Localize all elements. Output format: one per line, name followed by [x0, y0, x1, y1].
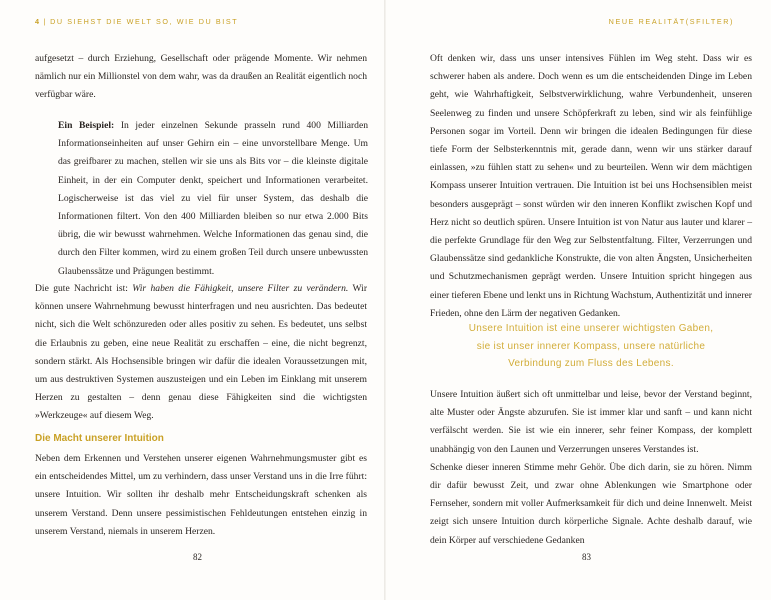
- example-text: In jeder einzelnen Sekunde prasseln rund 400 Milliarden Informationseinheiten auf unser Gehirn ein – eine unvorstellbare Menge. Um das greifbarer zu machen, stellen wir sie uns als Bits vor – die kleinste digitale Einheit, in der ein Computer denkt, speichert und Informationen verarbeitet. Logischerweise ist das viel zu viel für unser System, das deshalb die Informationen filtert. Von den 400 Milliarden bleiben so nur etwa 2.000 Bits übrig, die wir bewusst wahrnehmen. Welche Informationen das genau sind, die durch den Filter kommen, wird zu einem großen Teil durch unsere unbewussten Glaubenssätze und Prägungen bestimmt.: [58, 120, 368, 277]
- body-block: [430, 386, 752, 550]
- chapter-number: 4: [35, 17, 41, 26]
- running-head-separator: |: [43, 17, 48, 26]
- right-page: [386, 0, 771, 600]
- body-paragraph: Schenke dieser inneren Stimme mehr Gehör. Übe dich darin, sie zu hören. Nimm dir dafür bewusst Zeit, und zwar ohne Ablenkungen wie Smartphone oder Fernseher, sondern mit voller Aufmerksamkeit für dich und deine Innenwelt. Meist zeigt sich unsere Intuition durch körperliche Signale. Achte deshalb darauf, wie dein Körper auf verschiedene Gedanken: [430, 461, 752, 546]
- pull-quote: [430, 320, 752, 373]
- section-subheading: Die Macht unserer Intuition: [35, 433, 164, 444]
- left-page: [0, 0, 385, 600]
- example-label: Ein Beispiel:: [58, 120, 115, 131]
- body-paragraph: Neben dem Erkennen und Verstehen unserer eigenen Wahrnehmungsmuster gibt es ein entscheidendes Mittel, um zu verhindern, dass unser Verstand uns in die Irre führt: unsere Intuition. Wir sollten ihr deshalb mehr Entscheidungskraft schenken als unserem Verstand. Denn unsere pessimistischen Fehldeutungen entstehen einzig in unserem Verstand, niemals in unserem Herzen.: [35, 453, 367, 537]
- example-box: [58, 117, 368, 281]
- body-paragraph: [35, 280, 367, 426]
- chapter-title: DU SIEHST DIE WELT SO, WIE DU BIST: [50, 17, 239, 26]
- paragraph-lead: Die gute Nachricht ist:: [35, 283, 133, 294]
- paragraph-rest: Wir können unsere Wahrnehmung bewusst hinterfragen und neu ausrichten. Das bedeutet nicht, sich die Welt schönzureden oder alles positiv zu sehen. Es bedeutet, uns selbst die Erlaubnis zu geben, eine neue Realität zu erschaffen – eine, die nicht begrenzt, sondern stärkt. Als Hochsensible bringen wir dafür die idealen Voraussetzungen mit, um aus destruktiven Systemen auszusteigen und ein Leben im Einklang mit unserem Herzen zu gestalten – denn genau diese Fähigkeiten sind die wichtigsten »Werkzeuge« auf diesem Weg.: [35, 283, 368, 422]
- pull-quote-line: Unsere Intuition ist eine unserer wichtigsten Gaben,: [468, 323, 714, 334]
- body-paragraph: aufgesetzt – durch Erziehung, Gesellschaft oder prägende Momente. Wir nehmen nämlich nur ein Millionstel von dem wahr, was da draußen an Realität eigentlich noch verfügbar wäre.: [35, 53, 367, 101]
- paragraph-emphasis: Wir haben die Fähigkeit, unsere Filter zu verändern.: [132, 283, 349, 294]
- body-paragraph: Unsere Intuition äußert sich oft unmittelbar und leise, bevor der Verstand beginnt, alte Muster oder Ängste abzurufen. Sie ist immer klar und sanft – und kann nicht verfälscht werden. Sie ist wie ein innerer, sehr feiner Kompass, der komplett unabhängig von den Launen und Verzerrungen unseres Verstandes ist.: [430, 389, 752, 455]
- pull-quote-line: Verbindung zum Fluss des Lebens.: [508, 358, 674, 369]
- page-number: 82: [193, 552, 202, 562]
- running-head-right: NEUE REALITÄT(SFILTER): [608, 17, 734, 26]
- running-head-left: [35, 17, 238, 26]
- page-number: 83: [582, 552, 591, 562]
- pull-quote-line: sie ist unser innerer Kompass, unsere natürliche: [476, 340, 706, 352]
- body-paragraph: Oft denken wir, dass uns unser intensives Fühlen im Weg steht. Dass wir es schwerer haben als andere. Doch wenn es um die entscheidenden Dinge im Leben geht, wie Wahrhaftigkeit, Selbstverwirklichung, wahre Verbundenheit, unseren Seelenweg zu finden und unsere Schöpferkraft zu leben, sind wir als feinfühlige Personen sogar im Vorteil. Denn wir bringen die idealen Bedingungen für diese tiefe Form der Selbsterkenntnis mit, gerade dann, wenn wir uns stärker darauf einlassen, »zu fühlen statt zu sehen« und zu beurteilen. Wenn wir dem mächtigen Kompass unserer Intuition vertrauen. Die Intuition ist bei uns Hochsensiblen meist besonders ausgeprägt – sonst würden wir den inneren Konflikt zwischen Kopf und Herz nicht so deutlich spüren. Unsere Intuition ist von Natur aus lauter und klarer – die perfekte Grundlage für den Weg zur Selbstentfaltung. Filter, Verzerrungen und Glaubenssätze sind gedankliche Konstrukte, die von alten Ängsten, Unsicherheiten und Schutzmechanismen geprägt werden. Unsere Intuition spricht hingegen aus einer tieferen Ebene und lenkt uns in Richtung Wachstum, Authentizität und innerer Frieden, ohne den Lärm der negativen Gedanken.: [430, 53, 752, 319]
